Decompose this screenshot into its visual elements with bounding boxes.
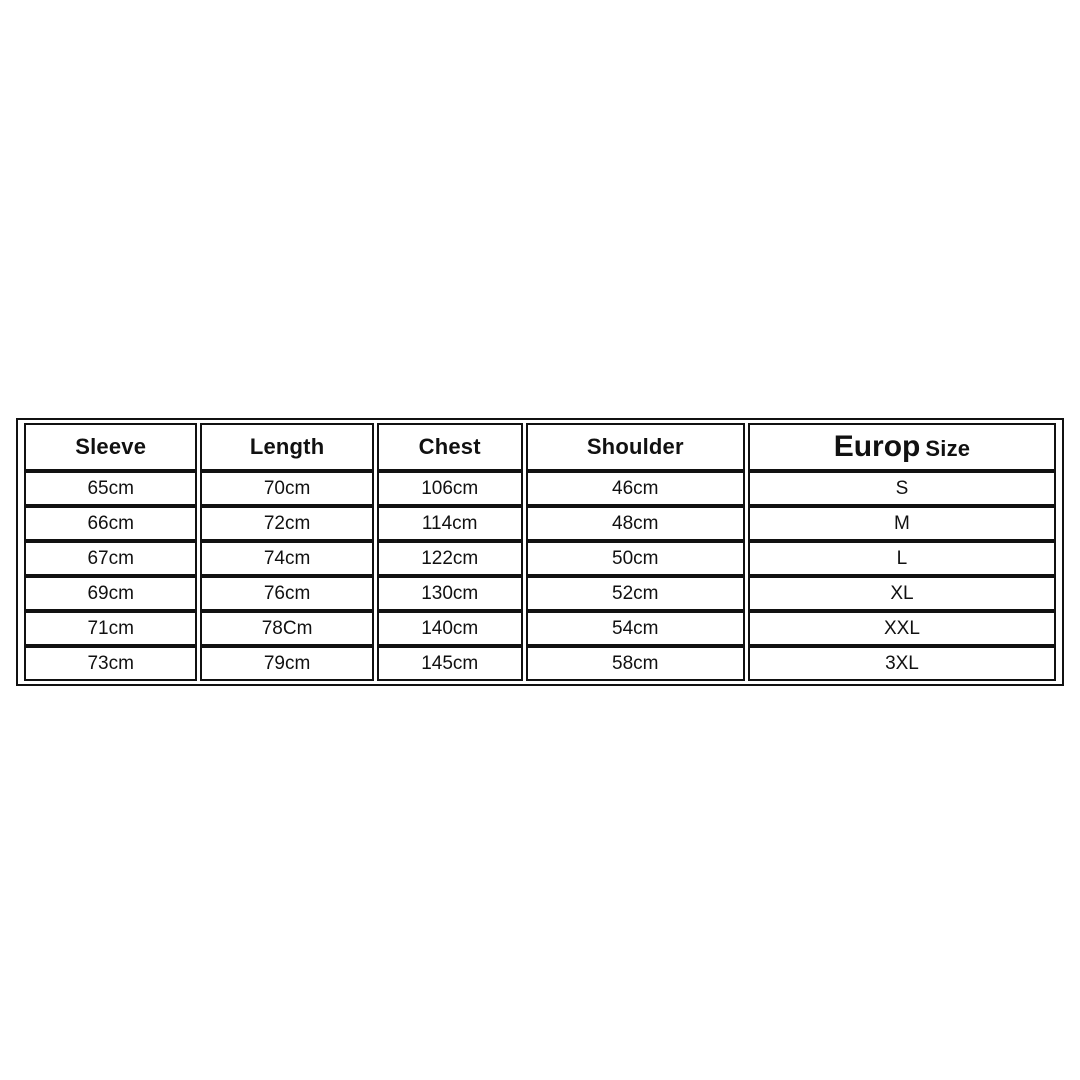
- table-row: [24, 541, 1056, 576]
- column-header-sleeve: Sleeve: [24, 423, 197, 471]
- table-row: [24, 611, 1056, 646]
- cell-sleeve: 73cm: [24, 646, 197, 681]
- size-chart: [16, 418, 1064, 686]
- column-header-size: [748, 423, 1056, 471]
- cell-chest: 145cm: [377, 646, 523, 681]
- cell-size: 3XL: [748, 646, 1056, 681]
- column-header-length: Length: [200, 423, 373, 471]
- cell-length: 79cm: [200, 646, 373, 681]
- table-row: [24, 506, 1056, 541]
- table-row: [24, 646, 1056, 681]
- cell-shoulder: 46cm: [526, 471, 745, 506]
- cell-sleeve: 66cm: [24, 506, 197, 541]
- cell-shoulder: 58cm: [526, 646, 745, 681]
- cell-chest: 114cm: [377, 506, 523, 541]
- table-header-row: [24, 423, 1056, 471]
- column-header-shoulder: Shoulder: [526, 423, 745, 471]
- cell-chest: 140cm: [377, 611, 523, 646]
- cell-size: L: [748, 541, 1056, 576]
- cell-length: 74cm: [200, 541, 373, 576]
- size-chart-table: [21, 423, 1059, 681]
- cell-sleeve: 67cm: [24, 541, 197, 576]
- cell-shoulder: 52cm: [526, 576, 745, 611]
- cell-chest: 106cm: [377, 471, 523, 506]
- cell-chest: 122cm: [377, 541, 523, 576]
- table-row: [24, 471, 1056, 506]
- column-header-chest: Chest: [377, 423, 523, 471]
- cell-size: XL: [748, 576, 1056, 611]
- cell-length: 70cm: [200, 471, 373, 506]
- cell-length: 76cm: [200, 576, 373, 611]
- cell-size: M: [748, 506, 1056, 541]
- cell-sleeve: 65cm: [24, 471, 197, 506]
- cell-shoulder: 50cm: [526, 541, 745, 576]
- cell-shoulder: 54cm: [526, 611, 745, 646]
- table-row: [24, 576, 1056, 611]
- column-header-size-main: Europ: [833, 430, 921, 463]
- cell-shoulder: 48cm: [526, 506, 745, 541]
- cell-length: 78Cm: [200, 611, 373, 646]
- cell-size: S: [748, 471, 1056, 506]
- column-header-size-sub: Size: [925, 436, 971, 461]
- cell-sleeve: 71cm: [24, 611, 197, 646]
- cell-length: 72cm: [200, 506, 373, 541]
- cell-sleeve: 69cm: [24, 576, 197, 611]
- cell-chest: 130cm: [377, 576, 523, 611]
- cell-size: XXL: [748, 611, 1056, 646]
